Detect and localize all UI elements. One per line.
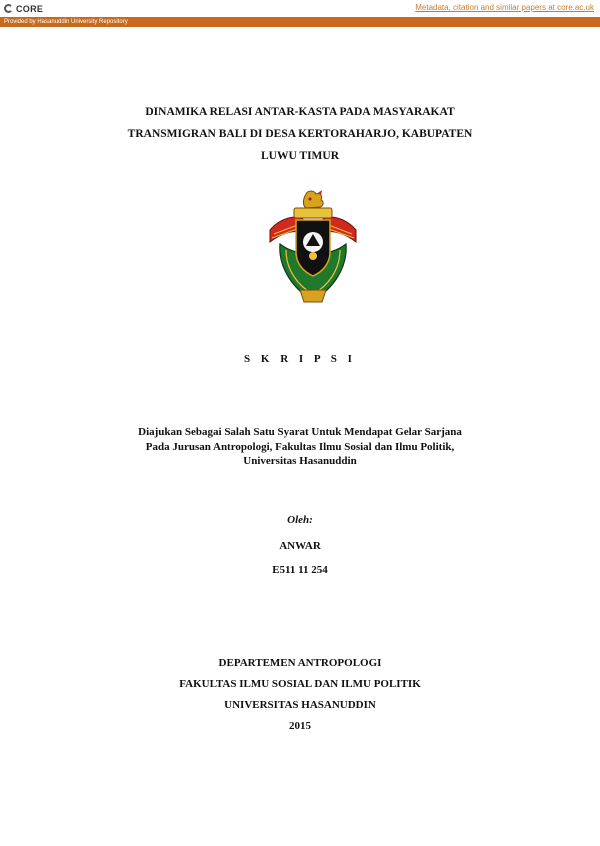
by-label: Oleh: <box>287 514 313 526</box>
student-id: E511 11 254 <box>272 564 328 576</box>
core-logo-text: CORE <box>16 3 44 14</box>
provided-by-banner: Provided by Hasanuddin University Repository <box>0 17 600 27</box>
institution-line: FAKULTAS ILMU SOSIAL DAN ILMU POLITIK <box>179 678 421 690</box>
document-type-label: S K R I P S I <box>244 353 356 365</box>
submission-description <box>0 425 600 469</box>
description-line: Universitas Hasanuddin <box>243 455 357 467</box>
institution-block <box>0 653 600 737</box>
core-header-bar <box>0 0 600 17</box>
publication-year: 2015 <box>289 720 311 732</box>
description-line: Diajukan Sebagai Salah Satu Syarat Untuk Mendapat Gelar Sarjana <box>138 426 462 438</box>
author-name: ANWAR <box>279 540 321 552</box>
core-logo-icon <box>4 4 13 13</box>
title-line: LUWU TIMUR <box>260 150 340 162</box>
hasanuddin-university-emblem-icon <box>266 190 360 306</box>
title-line: DINAMIKA RELASI ANTAR-KASTA PADA MASYARAKAT <box>145 106 455 118</box>
core-logo[interactable] <box>4 4 43 14</box>
institution-line: UNIVERSITAS HASANUDDIN <box>224 699 376 711</box>
thesis-title <box>0 101 600 167</box>
description-line: Pada Jurusan Antropologi, Fakultas Ilmu Sosial dan Ilmu Politik, <box>145 440 455 453</box>
title-line: TRANSMIGRAN BALI DI DESA KERTORAHARJO, KABUPATEN <box>127 128 473 140</box>
core-metadata-link[interactable]: Metadata, citation and similar papers at core.ac.uk <box>415 3 594 12</box>
institution-line: DEPARTEMEN ANTROPOLOGI <box>218 657 382 669</box>
